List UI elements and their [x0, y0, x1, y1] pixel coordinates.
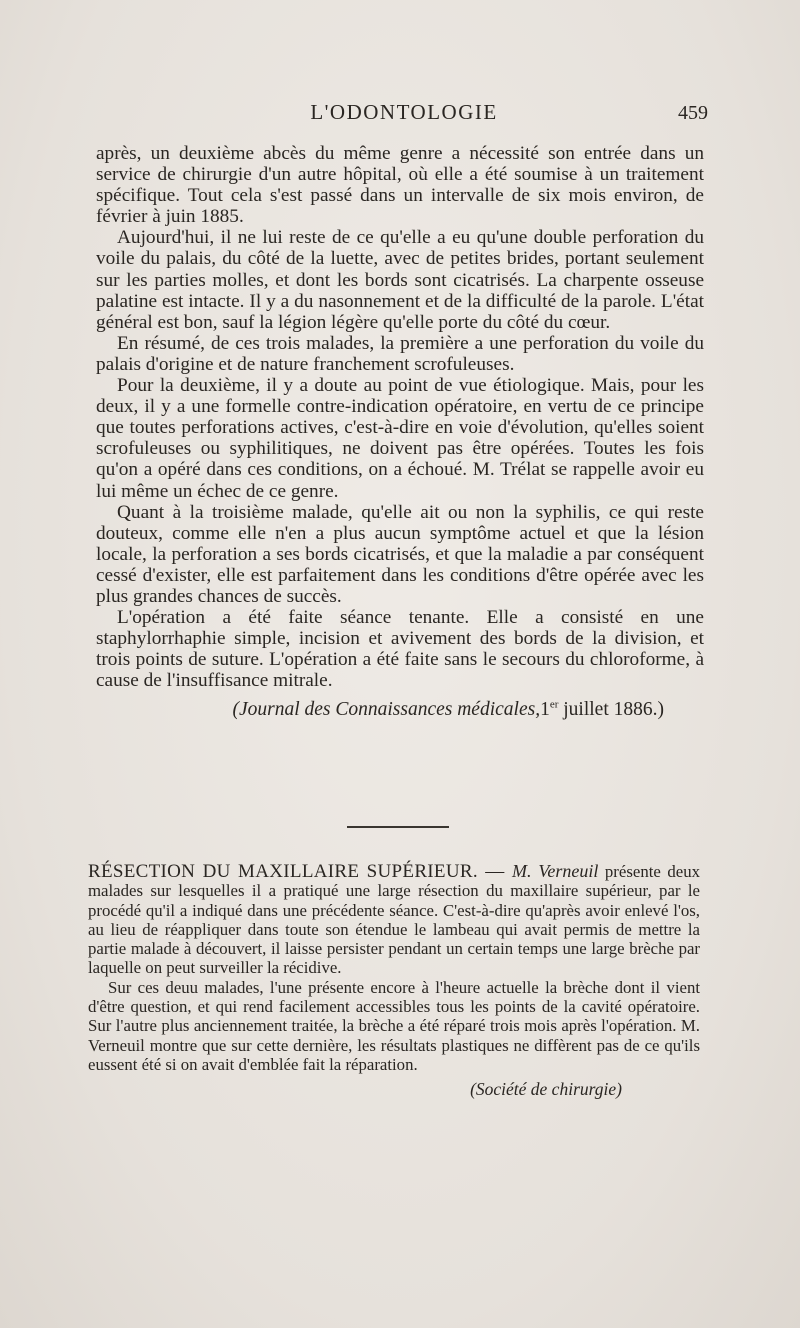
paragraph: Aujourd'hui, il ne lui reste de ce qu'elle a eu qu'une double perforation du voile du palais, du côté de la luette, avec de petites brides, portant seulement sur les parties molles, et dont les bords sont cicatrisés. La charpente osseuse palatine est intacte. Il y a du nasonnement et de la difficulté de la parole. L'état général est bon, sauf la légion légère qu'elle porte du côté du cœur. [96, 227, 704, 333]
section-lead [88, 862, 700, 978]
section-lead-text: présente deux malades sur lesquelles il a pratiqué une large résection du maxillaire supérieur, par le procédé qu'il a indiqué dans une précédente séance. C'est-à-dire qu'après avoir enlevé l'os, au lieu de réappliquer dans toute son étendue le lambeau qui avait permis de mettre la partie malade à découvert, il laisse persister pendant un certain temps une large brèche par laquelle on peut surveiller la récidive. [88, 862, 700, 978]
paragraph: Sur ces deuu malades, l'une présente encore à l'heure actuelle la brèche dont il vient d'être question, et qui rend facilement accessibles tous les points de la cavité opératoire. Sur l'autre plus anciennement traitée, la brèche a été réparé trois mois après l'opération. M. Verneuil montre que sur cette dernière, les résultats plastiques ne diffèrent pas de ce qu'ils eussent été si on avait d'emblée fait la réparation. [88, 977, 700, 1074]
section-divider [347, 826, 449, 828]
section-source: (Société de chirurgie) [470, 1079, 622, 1100]
source-day-suffix: er [549, 698, 559, 711]
page-header [100, 100, 708, 130]
source-journal: (Journal des Connaissances médicales, [232, 699, 541, 721]
paragraph: L'opération a été faite séance tenante. Elle a consisté en une staphylorrhaphie simple, incision et avivement des bords de la division, et trois points de suture. L'opération a été faite sans le secours du chloroforme, à cause de l'insuffisance mitrale. [96, 607, 704, 692]
page-number: 459 [678, 102, 708, 124]
article-source [96, 699, 704, 720]
source-date: juillet 1886.) [558, 699, 664, 721]
section-title: RÉSECTION DU MAXILLAIRE SUPÉRIEUR. — [88, 861, 513, 882]
section-author: M. Verneuil [512, 861, 599, 881]
section-resection [88, 862, 700, 1100]
article-body [96, 143, 704, 721]
running-title: L'ODONTOLOGIE [310, 100, 498, 124]
paragraph: après, un deuxième abcès du même genre a nécessité son entrée dans un service de chirurgie d'un autre hôpital, où elle a été soumise à un traitement spécifique. Tout cela s'est passé dans un intervalle de six mois environ, de février à juin 1885. [96, 143, 704, 228]
paragraph: Pour la deuxième, il y a doute au point de vue étiologique. Mais, pour les deux, il y a une formelle contre-indication opératoire, en vertu de ce principe que toutes perforations actives, c'est-à-dire en voie d'évolution, qu'elles soient scrofuleuses ou syphilitiques, ne doivent pas être opérées. Toutes les fois qu'on a opéré dans ces conditions, on a échoué. M. Trélat se rappelle avoir eu lui même un échec de ce genre. [96, 375, 704, 502]
source-day: 1 [540, 699, 550, 721]
paragraph: En résumé, de ces trois malades, la première a une perforation du voile du palais d'origine et de nature franchement scrofuleuses. [96, 332, 704, 375]
paragraph: Quant à la troisième malade, qu'elle ait ou non la syphilis, ce qui reste douteux, comme elle n'en a plus aucun symptôme actuel et que la lésion locale, la perforation a ses bords cicatrisés, et que la maladie a par conséquent cessé d'exister, elle est parfaitement dans les conditions d'être opérée avec les plus grandes chances de succès. [96, 501, 704, 607]
